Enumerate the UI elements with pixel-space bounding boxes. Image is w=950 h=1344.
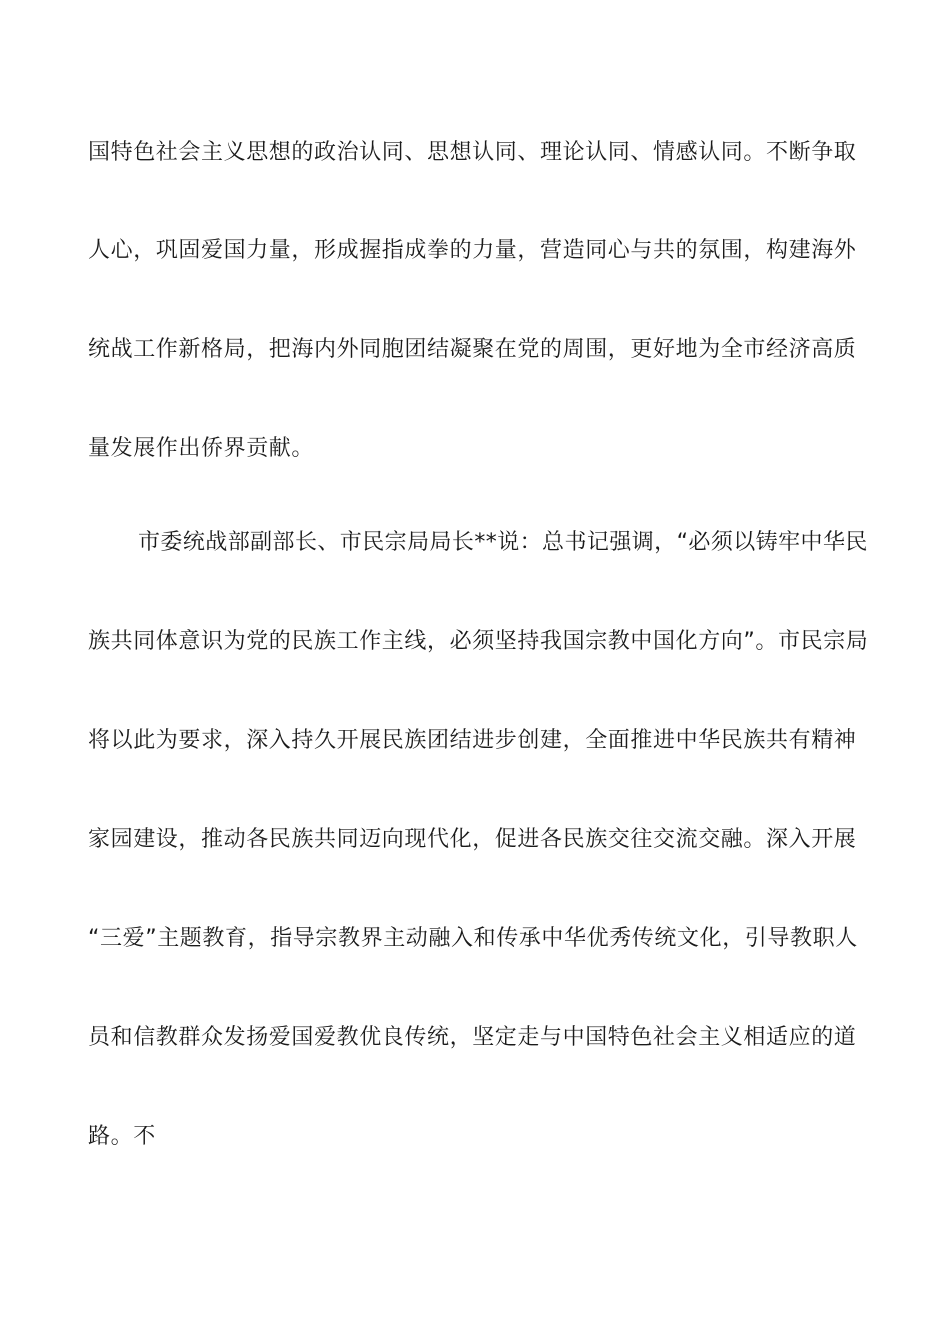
paragraph-2-line-5: “三爱”主题教育，指导宗教界主动融入和传承中华优秀传统文化，引导教职人 [88,926,858,951]
paragraph-1-line-1: 国特色社会主义思想的政治认同、思想认同、理论认同、情感认同。不断争取 [88,140,857,165]
paragraph-1-line-3: 统战工作新格局，把海内外同胞团结凝聚在党的周围，更好地为全市经济高质 [88,337,857,362]
paragraph-2-line-6: 员和信教群众发扬爱国爱教优良传统，坚定走与中国特色社会主义相适应的道 [88,1025,857,1050]
paragraph-1-line-2: 人心，巩固爱国力量，形成握指成拳的力量，营造同心与共的氛围，构建海外 [88,238,857,263]
paragraph-2-line-3: 将以此为要求，深入持久开展民族团结进步创建，全面推进中华民族共有精神 [88,728,857,753]
paragraph-2-line-4: 家园建设，推动各民族共同迈向现代化，促进各民族交往交流交融。深入开展 [88,827,857,852]
paragraph-1-line-4: 量发展作出侨界贡献。 [88,436,315,461]
paragraph-2-line-1: 市委统战部副部长、市民宗局局长**说：总书记强调，“必须以铸牢中华民 [138,530,868,555]
paragraph-2-line-7: 路。不 [88,1124,156,1149]
paragraph-2-line-2: 族共同体意识为党的民族工作主线，必须坚持我国宗教中国化方向”。市民宗局 [88,629,869,654]
